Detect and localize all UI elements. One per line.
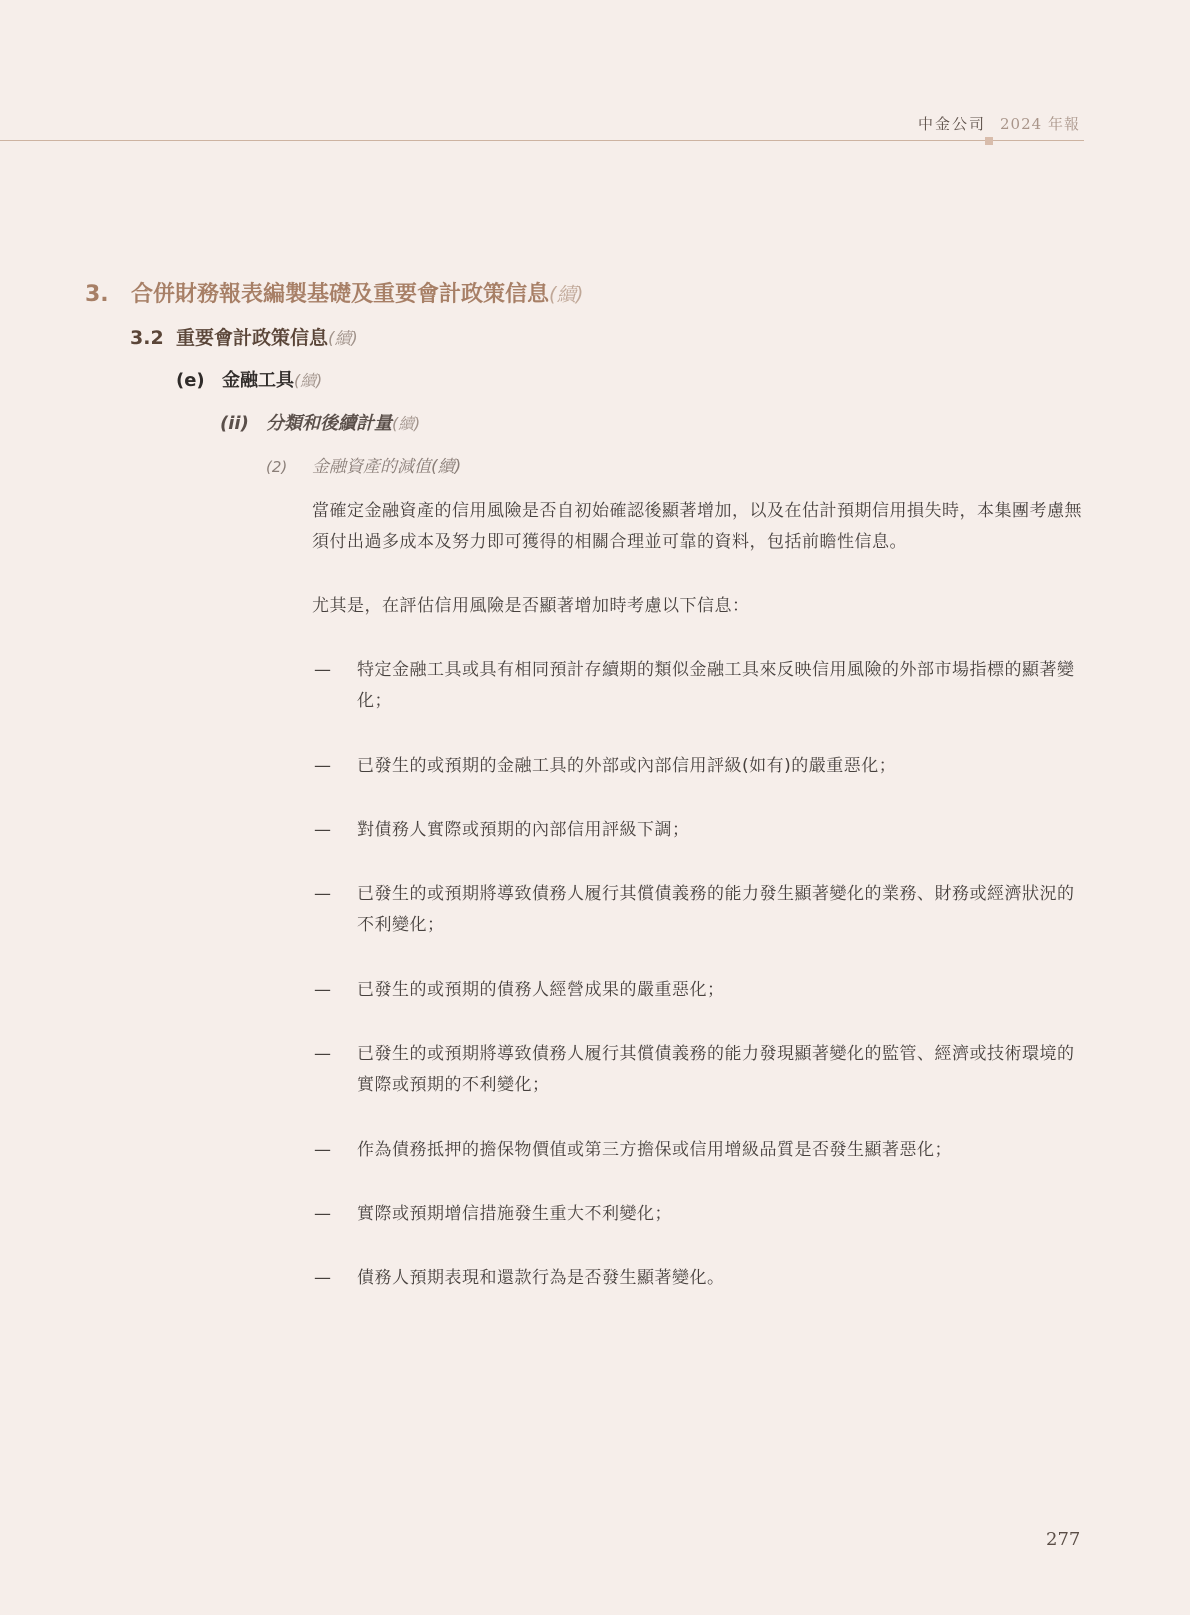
list-item-text: 作為債務抵押的擔保物價值或第三方擔保或信用增級品質是否發生顯著惡化； [357, 1140, 952, 1160]
section-number: 3. [85, 282, 109, 307]
list-item [312, 655, 1082, 717]
bullet-dash: — [314, 820, 332, 840]
list-item [312, 1199, 1082, 1230]
list-item-text: 實際或預期增信措施發生重大不利變化； [357, 1204, 672, 1224]
subsection-heading [130, 323, 358, 350]
bullet-dash: — [314, 660, 332, 680]
section-title: 合併財務報表編製基礎及重要會計政策信息 [131, 282, 550, 307]
subitem-heading [220, 409, 420, 435]
bullet-dash: — [314, 1044, 332, 1064]
bullet-dash: — [314, 1204, 332, 1224]
item-heading [176, 366, 322, 392]
section-continued: (續) [549, 283, 584, 306]
list-item [312, 1039, 1082, 1101]
list-item [312, 1135, 1082, 1166]
point-continued: (續) [431, 457, 462, 477]
paragraph: 尤其是，在評估信用風險是否顯著增加時考慮以下信息： [312, 596, 750, 616]
header-rule [0, 140, 1084, 141]
item-continued: (續) [294, 371, 323, 390]
list-item [312, 879, 1082, 941]
header-report-year: 2024 年報 [1000, 115, 1080, 133]
header-company: 中金公司 [918, 115, 987, 133]
point-title: 金融資產的減值 [312, 457, 431, 477]
list-item [312, 815, 1082, 846]
paragraph: 當確定金融資產的信用風險是否自初始確認後顯著增加，以及在估計預期信用損失時，本集團考慮無須付出過多成本及努力即可獲得的相關合理並可靠的資料，包括前瞻性信息。 [312, 501, 1082, 552]
subsection-continued: (續) [328, 328, 358, 348]
header-marker [985, 137, 993, 145]
bullet-dash: — [314, 756, 332, 776]
list-item [312, 1263, 1082, 1294]
bullet-dash: — [314, 884, 332, 904]
bullet-dash: — [314, 980, 332, 1000]
list-item-text: 已發生的或預期將導致債務人履行其償債義務的能力發現顯著變化的監管、經濟或技術環境的實際或預期的不利變化； [357, 1044, 1075, 1095]
item-title: 金融工具 [222, 370, 294, 391]
page-number: 277 [1046, 1529, 1081, 1550]
list-item-text: 特定金融工具或具有相同預計存續期的類似金融工具來反映信用風險的外部市場指標的顯著變化； [357, 660, 1075, 711]
list-item-text: 債務人預期表現和還款行為是否發生顯著變化。 [357, 1268, 725, 1288]
subitem-title: 分類和後續計量 [266, 413, 392, 434]
subitem-number: (ii) [220, 413, 249, 434]
list-item [312, 975, 1082, 1006]
list-item-text: 已發生的或預期的金融工具的外部或內部信用評級(如有)的嚴重惡化； [357, 756, 897, 776]
section-heading [85, 277, 583, 308]
list-item-text: 對債務人實際或預期的內部信用評級下調； [357, 820, 690, 840]
point-heading [266, 452, 461, 477]
list-item [312, 751, 1082, 782]
item-number: (e) [176, 370, 205, 391]
subsection-number: 3.2 [130, 327, 164, 349]
subitem-continued: (續) [392, 414, 421, 433]
point-number: (2) [266, 458, 288, 476]
bullet-dash: — [314, 1140, 332, 1160]
subsection-title: 重要會計政策信息 [176, 327, 329, 349]
bullet-dash: — [314, 1268, 332, 1288]
list-item-text: 已發生的或預期將導致債務人履行其償債義務的能力發生顯著變化的業務、財務或經濟狀況的不利變化； [357, 884, 1075, 935]
list-item-text: 已發生的或預期的債務人經營成果的嚴重惡化； [357, 980, 725, 1000]
